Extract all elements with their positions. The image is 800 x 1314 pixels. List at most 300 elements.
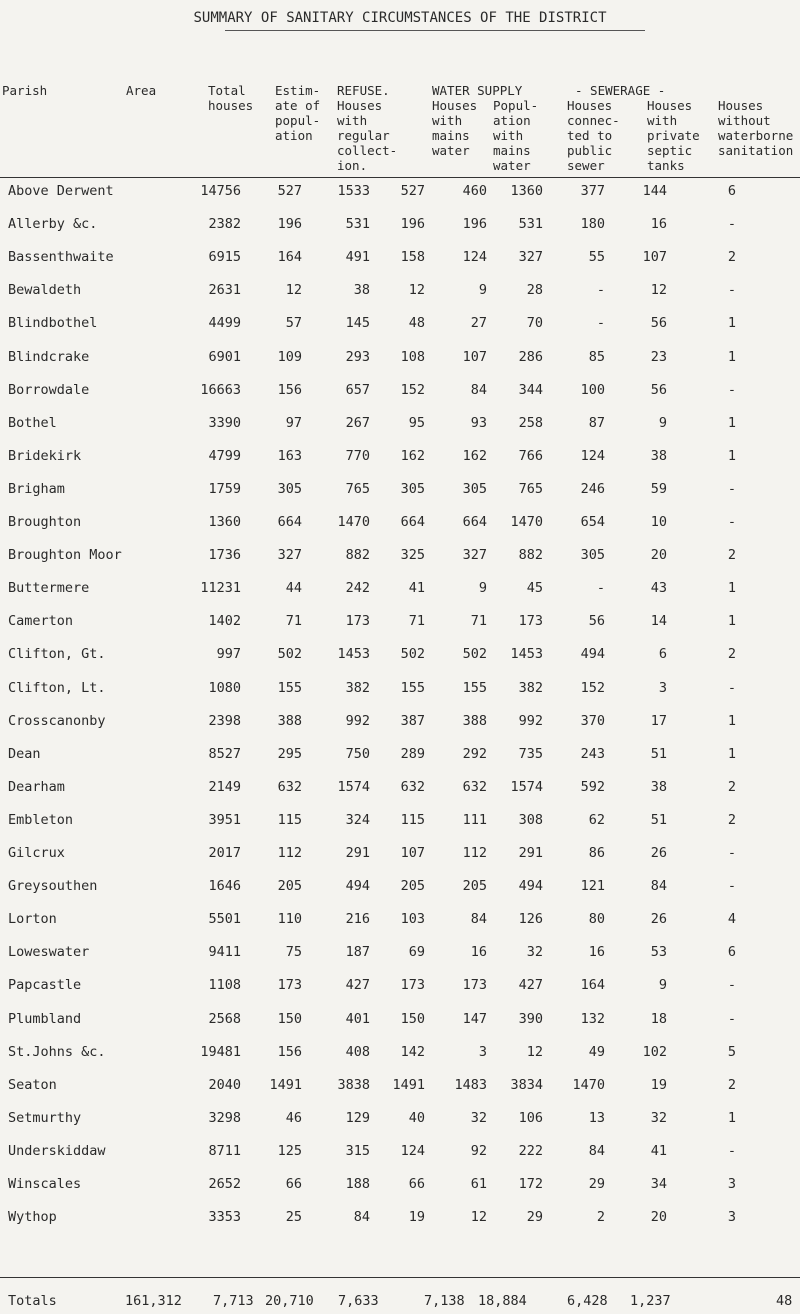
- cell-population: 291: [345, 845, 370, 861]
- cell-houses-mains: 93: [470, 414, 487, 431]
- table-row: [0, 1077, 800, 1107]
- cell-without-sanitation: 1: [727, 447, 736, 464]
- cell-total-houses: 112: [277, 845, 302, 861]
- table-row: [0, 1044, 800, 1074]
- totals-label: Totals: [8, 1293, 57, 1309]
- cell-septic-tanks: 56: [650, 381, 667, 398]
- table-row: [0, 183, 800, 213]
- cell-houses-mains: 92: [470, 1142, 487, 1159]
- cell-area: 3298: [208, 1109, 241, 1126]
- cell-refuse: 48: [408, 315, 425, 332]
- table-row: [0, 680, 800, 710]
- cell-parish: Bassenthwaite: [8, 249, 114, 266]
- cell-population-mains: 494: [518, 878, 543, 895]
- cell-refuse: 71: [408, 613, 425, 630]
- cell-refuse: 289: [400, 745, 425, 762]
- cell-without-sanitation: -: [727, 977, 736, 994]
- cell-parish: Lorton: [8, 911, 57, 928]
- cell-houses-mains: 205: [462, 878, 487, 895]
- totals-rule: [0, 1277, 800, 1278]
- totals-houses-mains: 7,138: [424, 1293, 465, 1309]
- cell-septic-tanks: 23: [650, 348, 667, 365]
- cell-without-sanitation: -: [727, 480, 736, 497]
- cell-area: 3390: [208, 414, 241, 431]
- cell-houses-mains: 147: [462, 1010, 487, 1027]
- cell-houses-mains: 32: [470, 1109, 487, 1126]
- cell-houses-mains: 162: [462, 447, 487, 464]
- table-row: [0, 382, 800, 412]
- cell-area: 2382: [208, 216, 241, 233]
- header-water-supply: WATER SUPPLY: [432, 83, 523, 98]
- cell-total-houses: 115: [277, 811, 302, 828]
- cell-population-mains: 390: [518, 1010, 543, 1027]
- cell-refuse: 502: [400, 646, 425, 663]
- cell-refuse: 155: [400, 679, 425, 696]
- cell-without-sanitation: 4: [727, 911, 736, 928]
- cell-parish: Greysouthen: [8, 878, 98, 895]
- cell-public-sewer: 1470: [572, 1076, 605, 1093]
- cell-population-mains: 45: [526, 580, 543, 597]
- cell-population: 531: [345, 216, 370, 233]
- cell-public-sewer: 180: [580, 216, 605, 233]
- cell-without-sanitation: 1: [727, 712, 736, 729]
- cell-public-sewer: 494: [580, 646, 605, 663]
- cell-without-sanitation: 1: [727, 580, 736, 597]
- cell-septic-tanks: 32: [650, 1109, 667, 1126]
- cell-without-sanitation: 3: [727, 1176, 736, 1192]
- cell-septic-tanks: 14: [650, 613, 667, 630]
- cell-septic-tanks: 9: [658, 414, 667, 431]
- cell-total-houses: 109: [277, 348, 302, 365]
- cell-without-sanitation: -: [727, 381, 736, 398]
- cell-houses-mains: 84: [470, 381, 487, 398]
- cell-parish: Blindcrake: [8, 348, 90, 365]
- table-row: [0, 315, 800, 345]
- cell-septic-tanks: 9: [658, 977, 667, 994]
- table-row: [0, 1209, 800, 1239]
- cell-population: 129: [345, 1109, 370, 1126]
- cell-without-sanitation: -: [727, 216, 736, 233]
- cell-without-sanitation: -: [727, 845, 736, 861]
- cell-septic-tanks: 56: [650, 315, 667, 332]
- cell-total-houses: 632: [277, 778, 302, 795]
- cell-population: 1533: [337, 183, 370, 199]
- cell-without-sanitation: 2: [727, 547, 736, 564]
- cell-houses-mains: 16: [470, 944, 487, 961]
- cell-area: 19481: [200, 1043, 241, 1060]
- table-row: [0, 1011, 800, 1041]
- totals-without: 48: [776, 1293, 793, 1309]
- cell-population: 188: [345, 1176, 370, 1192]
- cell-houses-mains: 155: [462, 679, 487, 696]
- cell-public-sewer: 55: [588, 249, 605, 266]
- cell-septic-tanks: 144: [642, 183, 667, 199]
- cell-septic-tanks: 3: [658, 679, 667, 696]
- cell-houses-mains: 71: [470, 613, 487, 630]
- cell-public-sewer: 29: [588, 1176, 605, 1192]
- cell-population: 491: [345, 249, 370, 266]
- cell-public-sewer: 84: [588, 1142, 605, 1159]
- cell-septic-tanks: 19: [650, 1076, 667, 1093]
- cell-area: 2631: [208, 282, 241, 299]
- cell-refuse: 632: [400, 778, 425, 795]
- cell-refuse: 527: [400, 183, 425, 199]
- cell-population-mains: 29: [526, 1209, 543, 1226]
- cell-public-sewer: 56: [588, 613, 605, 630]
- cell-refuse: 115: [400, 811, 425, 828]
- cell-parish: Bewaldeth: [8, 282, 82, 299]
- cell-total-houses: 125: [277, 1142, 302, 1159]
- cell-septic-tanks: 17: [650, 712, 667, 729]
- cell-parish: Papcastle: [8, 977, 82, 994]
- cell-area: 3353: [208, 1209, 241, 1226]
- table-row: [0, 514, 800, 544]
- cell-refuse: 19: [408, 1209, 425, 1226]
- table-row: [0, 845, 800, 875]
- cell-population-mains: 765: [518, 480, 543, 497]
- cell-total-houses: 388: [277, 712, 302, 729]
- cell-septic-tanks: 51: [650, 745, 667, 762]
- cell-houses-mains: 111: [462, 811, 487, 828]
- cell-refuse: 95: [408, 414, 425, 431]
- cell-public-sewer: 132: [580, 1010, 605, 1027]
- cell-population: 3838: [337, 1076, 370, 1093]
- cell-houses-mains: 61: [470, 1176, 487, 1192]
- cell-septic-tanks: 20: [650, 547, 667, 564]
- cell-parish: Winscales: [8, 1176, 82, 1192]
- cell-refuse: 325: [400, 547, 425, 564]
- cell-houses-mains: 327: [462, 547, 487, 564]
- cell-without-sanitation: -: [727, 679, 736, 696]
- cell-total-houses: 97: [285, 414, 302, 431]
- cell-population-mains: 106: [518, 1109, 543, 1126]
- cell-population-mains: 427: [518, 977, 543, 994]
- cell-houses-mains: 9: [478, 580, 487, 597]
- cell-population: 293: [345, 348, 370, 365]
- cell-area: 4799: [208, 447, 241, 464]
- cell-population-mains: 32: [526, 944, 543, 961]
- cell-population-mains: 222: [518, 1142, 543, 1159]
- cell-without-sanitation: 1: [727, 315, 736, 332]
- cell-area: 5501: [208, 911, 241, 928]
- cell-without-sanitation: 1: [727, 1109, 736, 1126]
- cell-population-mains: 173: [518, 613, 543, 630]
- cell-public-sewer: 246: [580, 480, 605, 497]
- cell-septic-tanks: 84: [650, 878, 667, 895]
- cell-area: 1646: [208, 878, 241, 895]
- totals-area: 161,312: [125, 1293, 182, 1309]
- cell-parish: Allerby &c.: [8, 216, 98, 233]
- totals-population: 20,710: [265, 1293, 314, 1309]
- cell-parish: Clifton, Lt.: [8, 679, 106, 696]
- header-area: Area: [126, 83, 157, 98]
- title-underline: [225, 30, 645, 31]
- cell-total-houses: 12: [285, 282, 302, 299]
- cell-parish: Broughton: [8, 514, 82, 530]
- cell-houses-mains: 196: [462, 216, 487, 233]
- cell-parish: Above Derwent: [8, 183, 114, 199]
- cell-septic-tanks: 53: [650, 944, 667, 961]
- cell-without-sanitation: -: [727, 282, 736, 299]
- cell-refuse: 103: [400, 911, 425, 928]
- cell-population-mains: 1360: [510, 183, 543, 199]
- cell-refuse: 664: [400, 514, 425, 530]
- cell-total-houses: 46: [285, 1109, 302, 1126]
- cell-septic-tanks: 16: [650, 216, 667, 233]
- table-row: [0, 481, 800, 511]
- cell-without-sanitation: 2: [727, 249, 736, 266]
- cell-population: 324: [345, 811, 370, 828]
- cell-population: 145: [345, 315, 370, 332]
- table-row: [0, 713, 800, 743]
- header-public-sewer: Houses connec- ted to public sewer: [567, 98, 620, 173]
- cell-population-mains: 992: [518, 712, 543, 729]
- cell-parish: Brigham: [8, 480, 65, 497]
- cell-total-houses: 156: [277, 381, 302, 398]
- cell-total-houses: 71: [285, 613, 302, 630]
- cell-refuse: 305: [400, 480, 425, 497]
- cell-population-mains: 291: [518, 845, 543, 861]
- cell-without-sanitation: 1: [727, 348, 736, 365]
- cell-population: 382: [345, 679, 370, 696]
- table-row: [0, 282, 800, 312]
- cell-parish: Borrowdale: [8, 381, 90, 398]
- cell-houses-mains: 27: [470, 315, 487, 332]
- cell-septic-tanks: 26: [650, 911, 667, 928]
- cell-public-sewer: 124: [580, 447, 605, 464]
- cell-area: 3951: [208, 811, 241, 828]
- cell-public-sewer: 85: [588, 348, 605, 365]
- cell-population: 267: [345, 414, 370, 431]
- cell-public-sewer: 243: [580, 745, 605, 762]
- table-row: [0, 1176, 800, 1206]
- cell-public-sewer: 16: [588, 944, 605, 961]
- table-row: [0, 415, 800, 445]
- cell-houses-mains: 9: [478, 282, 487, 299]
- totals-population-mains: 18,884: [478, 1293, 527, 1309]
- cell-area: 2398: [208, 712, 241, 729]
- cell-total-houses: 75: [285, 944, 302, 961]
- cell-without-sanitation: 6: [727, 183, 736, 199]
- cell-area: 1360: [208, 514, 241, 530]
- cell-septic-tanks: 59: [650, 480, 667, 497]
- cell-total-houses: 305: [277, 480, 302, 497]
- cell-population-mains: 258: [518, 414, 543, 431]
- cell-total-houses: 150: [277, 1010, 302, 1027]
- cell-public-sewer: 100: [580, 381, 605, 398]
- cell-total-houses: 527: [277, 183, 302, 199]
- cell-public-sewer: 2: [596, 1209, 605, 1226]
- table-row: [0, 249, 800, 279]
- cell-without-sanitation: -: [727, 1010, 736, 1027]
- cell-without-sanitation: 3: [727, 1209, 736, 1226]
- cell-public-sewer: 370: [580, 712, 605, 729]
- cell-population-mains: 1453: [510, 646, 543, 663]
- cell-septic-tanks: 10: [650, 514, 667, 530]
- cell-area: 11231: [200, 580, 241, 597]
- cell-population: 494: [345, 878, 370, 895]
- cell-total-houses: 25: [285, 1209, 302, 1226]
- cell-area: 8527: [208, 745, 241, 762]
- cell-area: 2040: [208, 1076, 241, 1093]
- cell-without-sanitation: 1: [727, 745, 736, 762]
- table-row: [0, 911, 800, 941]
- cell-public-sewer: 86: [588, 845, 605, 861]
- table-row: [0, 1110, 800, 1140]
- table-row: [0, 779, 800, 809]
- cell-population: 992: [345, 712, 370, 729]
- cell-refuse: 196: [400, 216, 425, 233]
- cell-refuse: 150: [400, 1010, 425, 1027]
- cell-houses-mains: 84: [470, 911, 487, 928]
- cell-without-sanitation: 2: [727, 1076, 736, 1093]
- cell-refuse: 124: [400, 1142, 425, 1159]
- cell-population-mains: 766: [518, 447, 543, 464]
- cell-parish: Embleton: [8, 811, 74, 828]
- cell-public-sewer: 164: [580, 977, 605, 994]
- header-parish: Parish: [2, 83, 48, 98]
- header-refuse: REFUSE. Houses with regular collect- ion.: [337, 83, 398, 173]
- cell-public-sewer: 80: [588, 911, 605, 928]
- cell-total-houses: 196: [277, 216, 302, 233]
- cell-without-sanitation: 1: [727, 414, 736, 431]
- cell-area: 2017: [208, 845, 241, 861]
- cell-total-houses: 205: [277, 878, 302, 895]
- header-septic-tanks: Houses with private septic tanks: [647, 98, 700, 173]
- cell-area: 8711: [208, 1142, 241, 1159]
- cell-population: 315: [345, 1142, 370, 1159]
- cell-population: 1453: [337, 646, 370, 663]
- cell-total-houses: 327: [277, 547, 302, 564]
- cell-parish: Blindbothel: [8, 315, 98, 332]
- cell-population: 882: [345, 547, 370, 564]
- cell-houses-mains: 664: [462, 514, 487, 530]
- cell-total-houses: 66: [285, 1176, 302, 1192]
- cell-refuse: 41: [408, 580, 425, 597]
- cell-without-sanitation: -: [727, 514, 736, 530]
- cell-parish: Underskiddaw: [8, 1142, 106, 1159]
- totals-septic: 1,237: [630, 1293, 671, 1309]
- cell-refuse: 142: [400, 1043, 425, 1060]
- cell-population-mains: 1470: [510, 514, 543, 530]
- cell-population-mains: 70: [526, 315, 543, 332]
- cell-population-mains: 28: [526, 282, 543, 299]
- cell-refuse: 205: [400, 878, 425, 895]
- cell-area: 1759: [208, 480, 241, 497]
- cell-population-mains: 327: [518, 249, 543, 266]
- cell-area: 1402: [208, 613, 241, 630]
- cell-septic-tanks: 51: [650, 811, 667, 828]
- cell-population: 657: [345, 381, 370, 398]
- header-sewerage: - SEWERAGE -: [575, 83, 666, 98]
- totals-refuse: 7,633: [338, 1293, 379, 1309]
- cell-population-mains: 344: [518, 381, 543, 398]
- cell-population: 1470: [337, 514, 370, 530]
- table-row: [0, 878, 800, 908]
- cell-population: 173: [345, 613, 370, 630]
- page-title: SUMMARY OF SANITARY CIRCUMSTANCES OF THE DISTRICT: [193, 10, 607, 26]
- cell-septic-tanks: 41: [650, 1142, 667, 1159]
- cell-parish: Gilcrux: [8, 845, 65, 861]
- header-total-houses: Total houses: [208, 83, 254, 113]
- cell-septic-tanks: 18: [650, 1010, 667, 1027]
- totals-houses: 7,713: [213, 1293, 254, 1309]
- cell-septic-tanks: 38: [650, 447, 667, 464]
- cell-septic-tanks: 43: [650, 580, 667, 597]
- cell-population: 187: [345, 944, 370, 961]
- cell-septic-tanks: 26: [650, 845, 667, 861]
- cell-population-mains: 3834: [510, 1076, 543, 1093]
- table-row: [0, 812, 800, 842]
- cell-public-sewer: 49: [588, 1043, 605, 1060]
- cell-public-sewer: 654: [580, 514, 605, 530]
- cell-area: 6915: [208, 249, 241, 266]
- cell-houses-mains: 112: [462, 845, 487, 861]
- cell-public-sewer: 592: [580, 778, 605, 795]
- cell-public-sewer: 13: [588, 1109, 605, 1126]
- table-row: [0, 349, 800, 379]
- cell-total-houses: 156: [277, 1043, 302, 1060]
- cell-total-houses: 1491: [269, 1076, 302, 1093]
- cell-public-sewer: 62: [588, 811, 605, 828]
- cell-without-sanitation: 6: [727, 944, 736, 961]
- cell-parish: Camerton: [8, 613, 74, 630]
- cell-parish: Seaton: [8, 1076, 57, 1093]
- cell-septic-tanks: 107: [642, 249, 667, 266]
- cell-area: 1108: [208, 977, 241, 994]
- cell-population: 408: [345, 1043, 370, 1060]
- cell-refuse: 40: [408, 1109, 425, 1126]
- cell-area: 9411: [208, 944, 241, 961]
- cell-houses-mains: 305: [462, 480, 487, 497]
- cell-refuse: 387: [400, 712, 425, 729]
- header-population-mains: Popul- ation with mains water: [493, 98, 539, 173]
- cell-total-houses: 502: [277, 646, 302, 663]
- cell-parish: Dearham: [8, 778, 65, 795]
- cell-population: 401: [345, 1010, 370, 1027]
- table-row: [0, 1143, 800, 1173]
- cell-total-houses: 295: [277, 745, 302, 762]
- cell-parish: Buttermere: [8, 580, 90, 597]
- cell-public-sewer: -: [596, 315, 605, 332]
- cell-public-sewer: 305: [580, 547, 605, 564]
- cell-public-sewer: 121: [580, 878, 605, 895]
- cell-population: 770: [345, 447, 370, 464]
- cell-septic-tanks: 20: [650, 1209, 667, 1226]
- cell-septic-tanks: 38: [650, 778, 667, 795]
- cell-area: 16663: [200, 381, 241, 398]
- cell-parish: Crosscanonby: [8, 712, 106, 729]
- cell-refuse: 107: [400, 845, 425, 861]
- cell-area: 2652: [208, 1176, 241, 1192]
- cell-houses-mains: 107: [462, 348, 487, 365]
- cell-refuse: 152: [400, 381, 425, 398]
- cell-houses-mains: 124: [462, 249, 487, 266]
- cell-without-sanitation: 5: [727, 1043, 736, 1060]
- cell-houses-mains: 173: [462, 977, 487, 994]
- cell-area: 6901: [208, 348, 241, 365]
- cell-parish: Broughton Moor: [8, 547, 122, 564]
- table-row: [0, 613, 800, 643]
- table-row: [0, 547, 800, 577]
- cell-total-houses: 163: [277, 447, 302, 464]
- cell-total-houses: 57: [285, 315, 302, 332]
- table-row: [0, 646, 800, 676]
- cell-refuse: 108: [400, 348, 425, 365]
- cell-public-sewer: 152: [580, 679, 605, 696]
- cell-population: 84: [353, 1209, 370, 1226]
- cell-total-houses: 110: [277, 911, 302, 928]
